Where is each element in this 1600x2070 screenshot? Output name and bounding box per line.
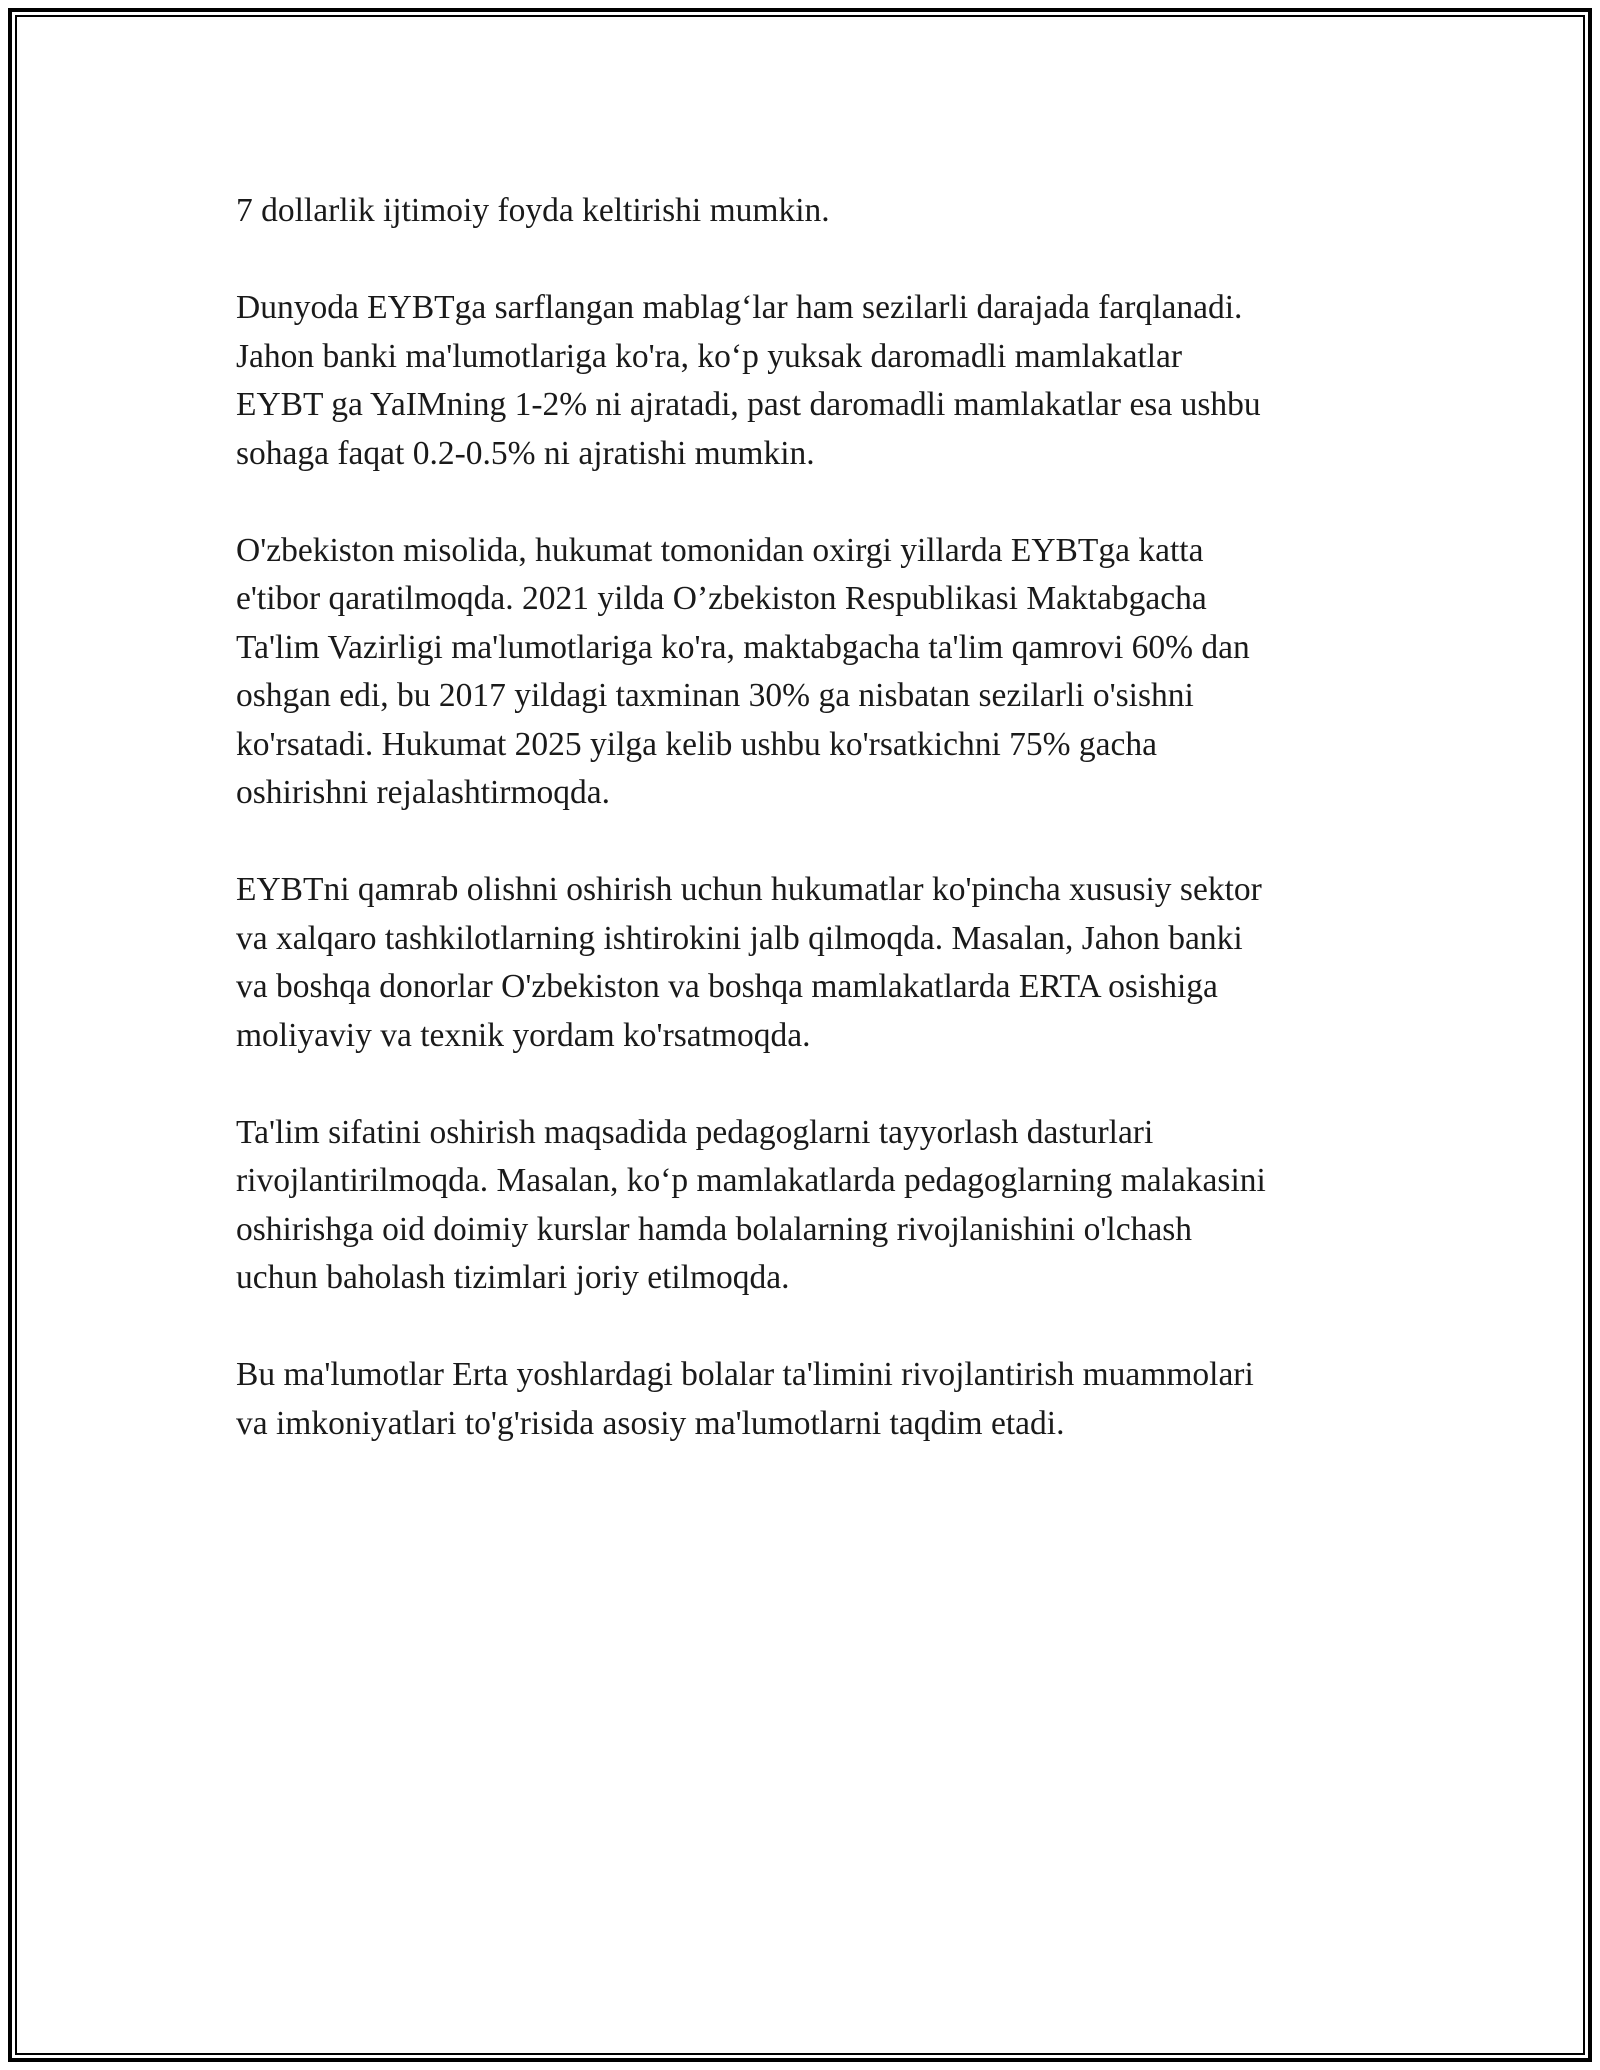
- paragraph-4: EYBTni qamrab olishni oshirish uchun hukumatlar ko'pincha xususiy sektor va xalqaro tashkilotlarning ishtirokini jalb qilmoqda. Masalan, Jahon banki va boshqa donorlar O'zbekiston va boshqa mamlakatlarda ERTA osishiga moliyaviy va texnik yordam ko'rsatmoqda.: [236, 871, 1262, 1054]
- paragraph-2: Dunyoda EYBTga sarflangan mablag‘lar ham sezilarli darajada farqlanadi. Jahon banki ma'lumotlariga ko'ra, ko‘p yuksak daromadli mamlakatlar EYBT ga YaIMning 1-2% ni ajratadi, past daromadli mamlakatlar esa ushbu sohaga faqat 0.2-0.5% ni ajratishi mumkin.: [236, 289, 1261, 472]
- paragraph-5: Ta'lim sifatini oshirish maqsadida pedagoglarni tayyorlash dasturlari rivojlantirilmoqda. Masalan, ko‘p mamlakatlarda pedagoglarning malakasini oshirishga oid doimiy kurslar hamda bolalarning rivojlanishini o'lchash uchun baholash tizimlari joriy etilmoqda.: [236, 1113, 1266, 1296]
- paragraph-6: Bu ma'lumotlar Erta yoshlardagi bolalar ta'limini rivojlantirish muammolari va imkoniyatlari to'g'risida asosiy ma'lumotlarni taqdim etadi.: [236, 1356, 1254, 1442]
- paragraph-3: O'zbekiston misolida, hukumat tomonidan oxirgi yillarda EYBTga katta e'tibor qaratilmoqda. 2021 yilda O’zbekiston Respublikasi Maktabgacha Ta'lim Vazirligi ma'lumotlariga ko'ra, maktabgacha ta'lim qamrovi 60% dan oshgan edi, bu 2017 yildagi taxminan 30% ga nisbatan sezilarli o'sishni ko'rsatadi. Hukumat 2025 yilga kelib ushbu ko'rsatkichni 75% gacha oshirishni rejalashtirmoqda.: [236, 531, 1250, 811]
- document-body: [236, 187, 1386, 1497]
- paragraph-1: 7 dollarlik ijtimoiy foyda keltirishi mumkin.: [236, 192, 830, 229]
